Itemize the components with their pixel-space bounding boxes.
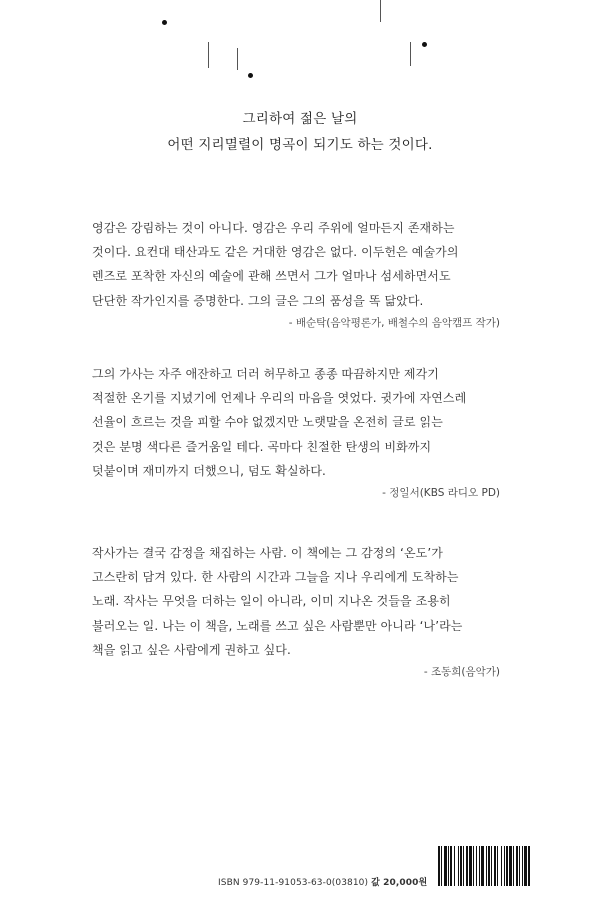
review-line: 것이다. 요컨대 태산과도 같은 거대한 영감은 없다. 이두헌은 예술가의 [92,245,459,260]
review-line: 것은 분명 색다른 즐거움일 테다. 곡마다 친절한 탄생의 비화까지 [92,439,432,454]
decorative-line [208,42,209,68]
review-line: 작사가는 결국 감정을 채집하는 사람. 이 책에는 그 감정의 ‘온도’가 [92,546,443,560]
review-line: 그의 가사는 자주 애잔하고 더러 허무하고 종종 따끔하지만 제각기 [92,367,440,381]
review-line: 노래. 작사는 무엇을 더하는 일이 아니라, 이미 지나온 것들을 조용히 [92,594,451,609]
review-line: 영감은 강림하는 것이 아니다. 영감은 우리 주위에 얼마든지 존재하는 [92,221,455,235]
review-line: 렌즈로 포착한 자신의 예술에 관해 쓰면서 그가 얼마나 섬세하면서도 [92,269,451,284]
review-credit: - 정일서(KBS 라디오 PD) [382,487,500,500]
review-line: 단단한 작가인지를 증명한다. 그의 글은 그의 품성을 똑 닮았다. [92,293,424,308]
review-credit: - 조동희(음악가) [423,666,500,679]
isbn-text: ISBN 979-11-91053-63-0(03810) [218,878,369,888]
decorative-line [237,48,238,70]
isbn-line [218,875,427,888]
barcode-icon [438,846,588,886]
review-line: 불러오는 일. 나는 이 책을, 노래를 쓰고 싶은 사람뿐만 아니라 ‘나’라는 [92,618,463,633]
headline-line-2: 어떤 지리멸렬이 명곡이 되기도 하는 것이다. [167,137,433,153]
review-block-3 [92,541,512,679]
review-line: 선율이 흐르는 것을 피할 수야 없겠지만 노랫말을 온전히 글로 읽는 [92,415,443,430]
review-text [92,541,512,662]
decorative-dot [422,42,427,47]
review-block-2 [92,362,512,500]
review-line: 책을 읽고 싶은 사람에게 권하고 싶다. [92,642,291,657]
review-text [92,362,512,483]
review-line: 덧붙이며 재미까지 더했으니, 덤도 확실하다. [92,463,326,478]
review-line: 적절한 온기를 지녔기에 언제나 우리의 마음을 엿었다. 귓가에 자연스레 [92,391,467,406]
review-text [92,216,512,313]
headline-line-1: 그리하여 젊은 날의 [242,111,358,127]
decorative-line [410,42,411,66]
review-block-1 [92,216,512,330]
headline [0,106,600,158]
decorative-line [380,0,381,22]
price-text: 값 20,000원 [371,878,428,888]
review-credit: - 배순탁(음악평론가, 배철수의 음악캠프 작가) [288,316,500,329]
decorative-dot [248,73,253,78]
review-line: 고스란히 담겨 있다. 한 사람의 시간과 그늘을 지나 우리에게 도착하는 [92,570,459,585]
decorative-dot [162,20,167,25]
